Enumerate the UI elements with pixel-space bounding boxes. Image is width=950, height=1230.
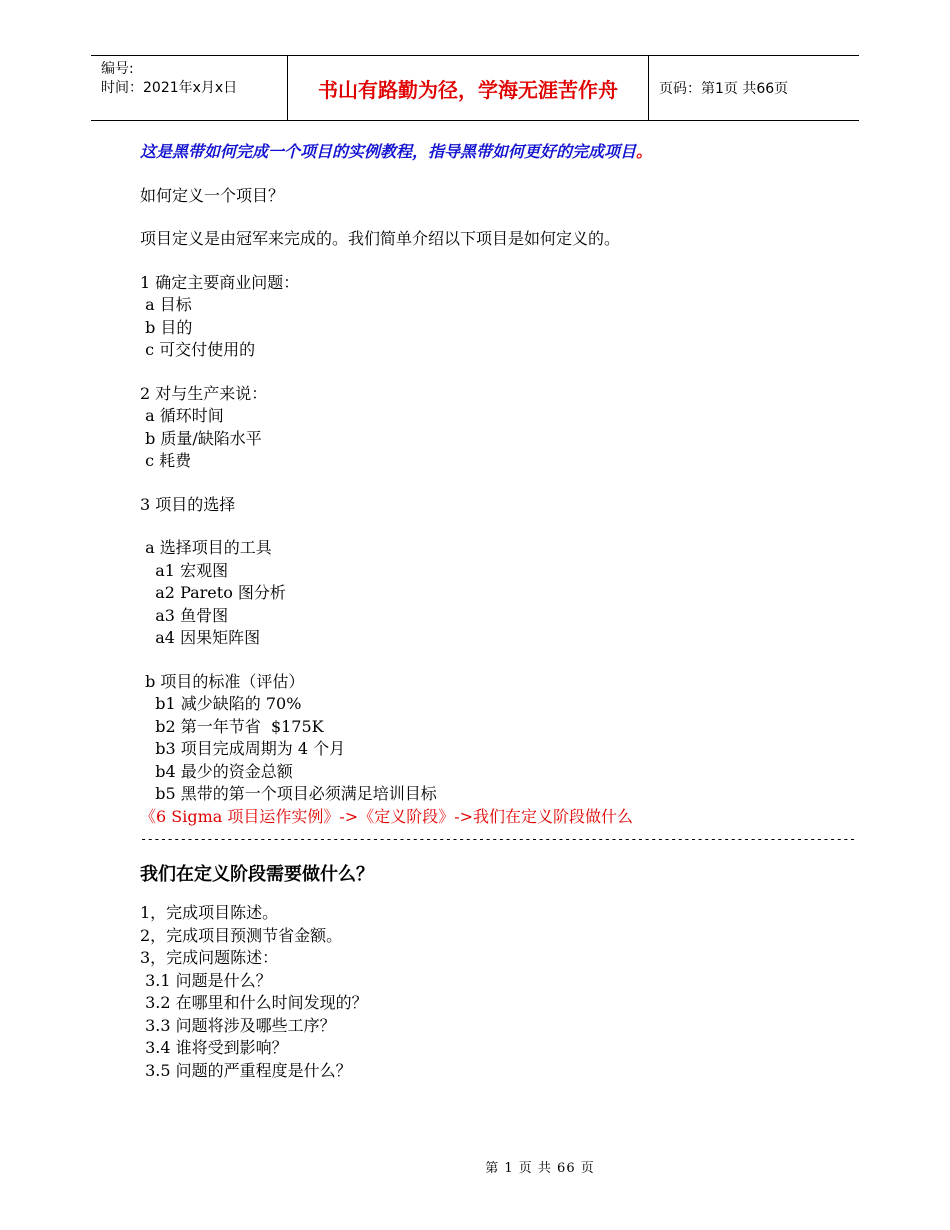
list-item: 1，完成项目陈述。 xyxy=(140,903,279,922)
page-header xyxy=(91,55,859,121)
header-motto: 书山有路勤为径，学海无涯苦作舟 xyxy=(287,56,649,120)
list-item: a 目标 xyxy=(140,295,192,314)
list-item: 3.5 问题的严重程度是什么？ xyxy=(140,1060,352,1080)
page-footer: 第 1 页 共 66 页 xyxy=(485,1161,595,1176)
tools-title: a 选择项目的工具 xyxy=(140,538,272,557)
section-heading: 我们在定义阶段需要做什么？ xyxy=(140,864,374,885)
list-item: c 耗费 xyxy=(140,451,192,470)
list-item: b2 第一年节省 $175K xyxy=(140,716,324,736)
list-item: 3.4 谁将受到影响？ xyxy=(140,1038,288,1057)
list-item: a4 因果矩阵图 xyxy=(140,628,261,647)
header-left-cell xyxy=(91,56,287,120)
list-item: 3.3 问题将涉及哪些工序？ xyxy=(140,1015,336,1035)
intro-period: 。 xyxy=(636,142,653,161)
number-label: 编号: xyxy=(101,61,134,77)
divider-line: ------------------------------------------------------------------------------------------------------------ xyxy=(140,832,856,846)
question-heading: 如何定义一个项目？ xyxy=(140,185,285,205)
list-item: b3 项目完成周期为 4 个月 xyxy=(140,739,346,758)
list-item: a1 宏观图 xyxy=(140,560,229,580)
list-item: b 质量/缺陷水平 xyxy=(140,428,262,448)
list-item: b1 减少缺陷的 70% xyxy=(140,694,302,713)
list-item: a 循环时间 xyxy=(140,406,224,425)
list-item: 2，完成项目预测节省金额。 xyxy=(140,925,343,945)
list-item: c 可交付使用的 xyxy=(140,340,256,359)
intro-paragraph: 项目定义是由冠军来完成的。我们简单介绍以下项目是如何定义的。 xyxy=(140,229,621,248)
section2-title: 2 对与生产来说： xyxy=(140,383,268,403)
document-body xyxy=(140,141,856,1082)
list-item: 3.1 问题是什么？ xyxy=(140,970,272,990)
header-page-info: 页码：第1页 共66页 xyxy=(659,81,789,97)
intro-line xyxy=(140,141,840,164)
list-item: a2 Pareto 图分析 xyxy=(140,583,286,602)
list-item: b 目的 xyxy=(140,317,193,337)
section3-title: 3 项目的选择 xyxy=(140,494,236,514)
list-item: 3.2 在哪里和什么时间发现的？ xyxy=(140,993,368,1012)
criteria-title: b 项目的标准（评估） xyxy=(140,671,305,691)
section1-title: 1 确定主要商业问题： xyxy=(140,272,300,292)
time-label: 时间：2021年x月x日 xyxy=(101,80,238,96)
list-item: b4 最少的资金总额 xyxy=(140,761,293,781)
list-item: b5 黑带的第一个项目必须满足培训目标 xyxy=(140,784,437,803)
list-item: a3 鱼骨图 xyxy=(140,605,229,625)
list-item: 3，完成问题陈述： xyxy=(140,948,279,967)
intro-text: 这是黑带如何完成一个项目的实例教程，指导黑带如何更好的完成项目 xyxy=(140,142,637,161)
breadcrumb-link[interactable]: 《6 Sigma 项目运作实例》->《定义阶段》->我们在定义阶段做什么 xyxy=(140,806,634,826)
